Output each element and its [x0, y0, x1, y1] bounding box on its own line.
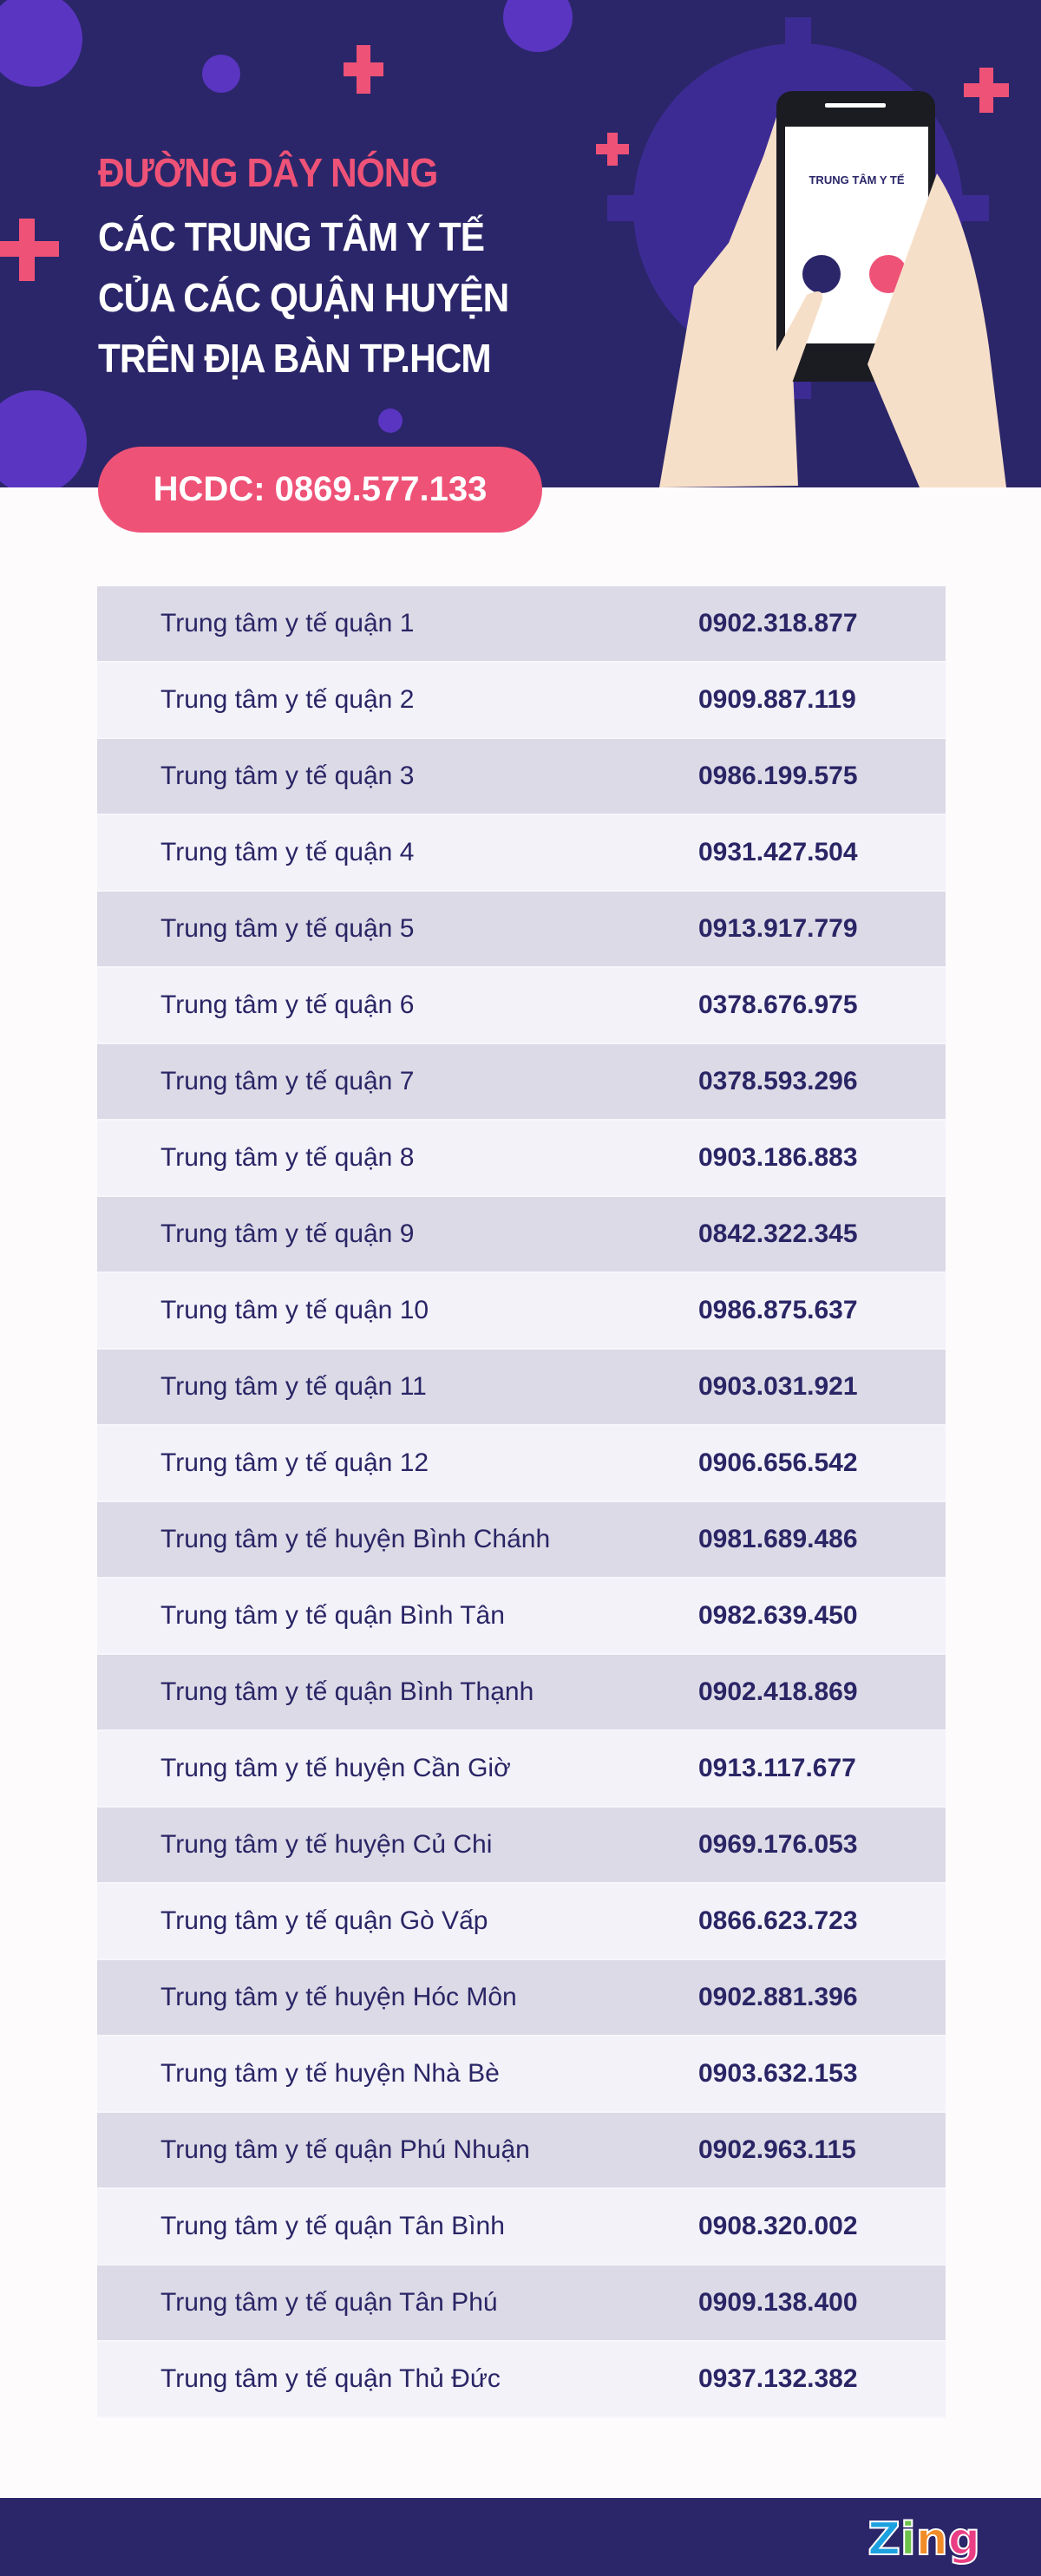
table-row	[97, 739, 946, 815]
center-name: Trung tâm y tế quận 12	[160, 1448, 429, 1477]
center-name: Trung tâm y tế quận Thủ Đức	[160, 2364, 501, 2393]
table-row	[97, 663, 946, 739]
phone-number: 0982.639.450	[698, 1601, 858, 1630]
center-name: Trung tâm y tế quận 8	[160, 1143, 415, 1172]
table-row	[97, 815, 946, 892]
table-row	[97, 586, 946, 663]
table-row	[97, 2037, 946, 2113]
phone-number: 0913.917.779	[698, 914, 858, 943]
center-name: Trung tâm y tế huyện Nhà Bè	[160, 2059, 500, 2088]
table-row	[97, 1350, 946, 1426]
center-name: Trung tâm y tế quận Gò Vấp	[160, 1906, 488, 1935]
phone-number: 0903.186.883	[698, 1143, 858, 1172]
table-row	[97, 1808, 946, 1884]
table-row	[97, 1121, 946, 1197]
center-name: Trung tâm y tế huyện Cần Giờ	[160, 1754, 511, 1782]
phone-screen-label: TRUNG TÂM Y TẾ	[809, 173, 905, 186]
phone-number: 0902.963.115	[698, 2135, 856, 2164]
center-name: Trung tâm y tế quận 9	[160, 1219, 415, 1248]
center-name: Trung tâm y tế quận 7	[160, 1067, 415, 1095]
center-name: Trung tâm y tế huyện Bình Chánh	[160, 1525, 551, 1553]
phone-number: 0903.031.921	[698, 1372, 858, 1401]
phone-number: 0842.322.345	[698, 1219, 858, 1248]
center-name: Trung tâm y tế huyện Hóc Môn	[160, 1983, 517, 2011]
phone-number: 0913.117.677	[698, 1754, 856, 1782]
phone-number: 0902.881.396	[698, 1983, 858, 2011]
phone-number: 0902.418.869	[698, 1677, 858, 1706]
table-row	[97, 2265, 946, 2342]
center-name: Trung tâm y tế quận Bình Thạnh	[160, 1677, 534, 1706]
table-row	[97, 1502, 946, 1579]
phone-number: 0903.632.153	[698, 2059, 858, 2088]
table-row	[97, 968, 946, 1044]
title-line-2: CÁC TRUNG TÂM Y TẾ	[98, 214, 485, 259]
table-row	[97, 1197, 946, 1273]
hotline-badge: HCDC: 0869.577.133	[98, 447, 542, 533]
phone-number: 0969.176.053	[698, 1830, 858, 1859]
phone-number: 0908.320.002	[698, 2212, 858, 2240]
center-name: Trung tâm y tế quận Phú Nhuận	[160, 2135, 530, 2164]
center-name: Trung tâm y tế quận Tân Bình	[160, 2212, 505, 2240]
phone-number: 0937.132.382	[698, 2364, 858, 2393]
center-name: Trung tâm y tế quận 11	[160, 1372, 427, 1401]
footer	[0, 2498, 1041, 2576]
phone-number: 0909.887.119	[698, 685, 856, 714]
phone-number: 0909.138.400	[698, 2288, 858, 2317]
zing-logo	[868, 2514, 980, 2566]
table-row	[97, 2189, 946, 2265]
table-row	[97, 1273, 946, 1350]
table-row	[97, 2113, 946, 2189]
hero-banner	[0, 0, 1041, 487]
table-row	[97, 1655, 946, 1731]
title-line-4: TRÊN ĐỊA BÀN TP.HCM	[98, 336, 491, 381]
phone-number: 0986.199.575	[698, 762, 858, 790]
center-name: Trung tâm y tế quận 5	[160, 914, 415, 943]
table-row	[97, 2342, 946, 2418]
logo-letter: g	[947, 2514, 980, 2566]
logo-letter: i	[900, 2514, 916, 2566]
center-name: Trung tâm y tế quận 2	[160, 685, 415, 714]
table-row	[97, 892, 946, 968]
center-name: Trung tâm y tế quận Bình Tân	[160, 1601, 505, 1630]
title-line-3: CỦA CÁC QUẬN HUYỆN	[98, 275, 509, 320]
center-name: Trung tâm y tế quận Tân Phú	[160, 2288, 498, 2317]
center-name: Trung tâm y tế quận 6	[160, 991, 415, 1019]
table-row	[97, 1731, 946, 1808]
table-row	[97, 1960, 946, 2037]
phone-number: 0378.593.296	[698, 1067, 858, 1095]
center-name: Trung tâm y tế quận 1	[160, 609, 415, 637]
logo-letter: Z	[868, 2514, 900, 2566]
phone-number: 0866.623.723	[698, 1906, 858, 1935]
table-row	[97, 1044, 946, 1121]
logo-letter: n	[915, 2514, 948, 2566]
hotline-table	[97, 586, 946, 2418]
center-name: Trung tâm y tế quận 4	[160, 838, 415, 866]
phone-number: 0378.676.975	[698, 991, 858, 1019]
center-name: Trung tâm y tế quận 3	[160, 762, 415, 790]
center-name: Trung tâm y tế quận 10	[160, 1296, 429, 1324]
phone-number: 0902.318.877	[698, 609, 858, 637]
title-line-1: ĐƯỜNG DÂY NÓNG	[98, 150, 438, 195]
phone-number: 0931.427.504	[698, 838, 858, 866]
table-row	[97, 1579, 946, 1655]
table-row	[97, 1884, 946, 1960]
phone-number: 0986.875.637	[698, 1296, 858, 1324]
table-row	[97, 1426, 946, 1502]
center-name: Trung tâm y tế huyện Củ Chi	[160, 1830, 493, 1859]
phone-number: 0906.656.542	[698, 1448, 858, 1477]
phone-number: 0981.689.486	[698, 1525, 858, 1553]
